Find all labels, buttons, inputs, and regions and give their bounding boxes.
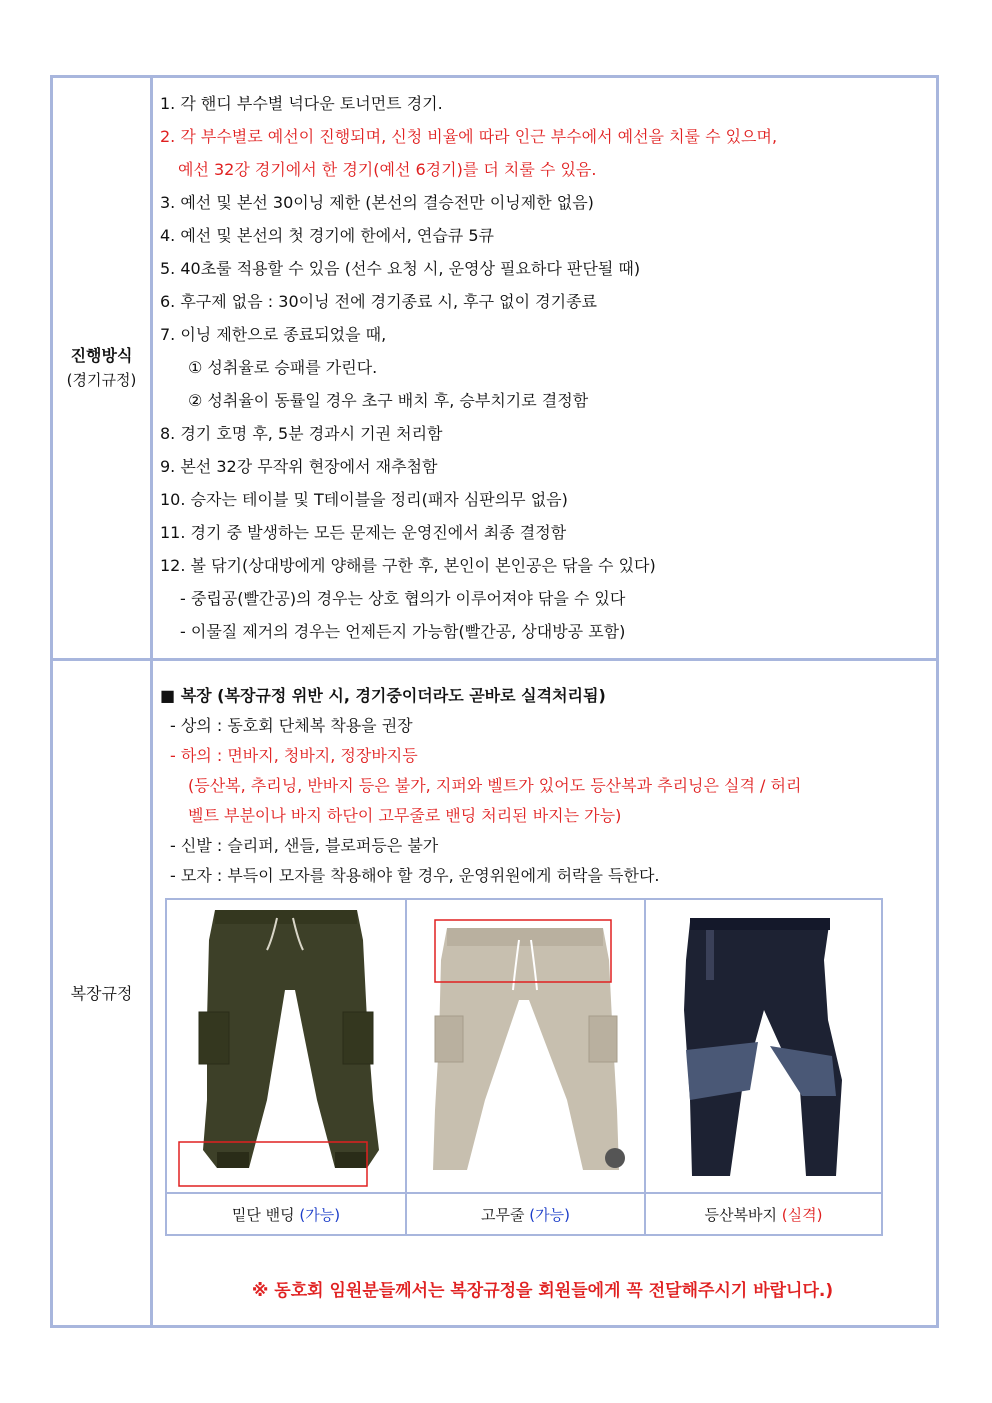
rule-line: 예선 32강 경기에서 한 경기(예선 6경기)를 더 치룰 수 있음. <box>178 160 597 179</box>
photo-caption <box>167 1192 405 1234</box>
dresscode-heading: ■ 복장 (복장규정 위반 시, 경기중이더라도 곧바로 실격처리됨) <box>160 686 606 705</box>
rule-subline: - 이물질 제거의 경우는 언제든지 가능함(빨간공, 상대방공 포함) <box>180 622 626 641</box>
rule-line: 1. 각 핸디 부수별 넉다운 토너먼트 경기. <box>160 94 443 113</box>
pants-photo-table <box>165 898 883 1236</box>
rule-line: 8. 경기 호명 후, 5분 경과시 기권 처리함 <box>160 424 443 443</box>
chino-pants-image <box>407 900 644 1192</box>
rule-subline: ① 성취율로 승패를 가린다. <box>188 358 378 377</box>
rule-line: 7. 이닝 제한으로 종료되었을 때, <box>160 325 387 344</box>
row-divider <box>50 658 939 661</box>
rule-line: 9. 본선 32강 무작위 현장에서 재추첨함 <box>160 457 438 476</box>
rule-subline: - 중립공(빨간공)의 경우는 상호 협의가 이루어져야 닦을 수 있다 <box>180 589 626 608</box>
dresscode-label: 복장규정 <box>70 984 133 1003</box>
caption-status: (가능) <box>529 1206 570 1224</box>
hiking-pants-image <box>646 900 881 1192</box>
dresscode-line: 벨트 부분이나 바지 하단이 고무줄로 밴딩 처리된 바지는 가능) <box>188 806 622 825</box>
rule-line: 2. 각 부수별로 예선이 진행되며, 신청 비율에 따라 인근 부수에서 예선을 치룰 수 있으며, <box>160 127 778 146</box>
column-divider <box>150 75 153 1328</box>
caption-text: 등산복바지 <box>704 1206 777 1224</box>
dresscode-line: - 상의 : 동호회 단체복 착용을 권장 <box>170 716 413 735</box>
jogger-pants-image <box>167 900 405 1192</box>
procedure-rules <box>160 89 925 650</box>
dresscode-line: - 하의 : 면바지, 청바지, 정장바지등 <box>170 746 418 765</box>
section-label-dresscode <box>53 982 150 1006</box>
caption-text: 밑단 밴딩 <box>231 1206 295 1224</box>
dresscode-line: - 신발 : 슬리퍼, 샌들, 블로퍼등은 불가 <box>170 836 439 855</box>
photo-caption <box>646 1192 881 1234</box>
rule-line: 11. 경기 중 발생하는 모든 문제는 운영진에서 최종 결정함 <box>160 523 567 542</box>
photo-caption <box>407 1192 644 1234</box>
photo-divider <box>644 900 646 1234</box>
procedure-label: 진행방식 <box>70 346 133 365</box>
rule-line: 12. 볼 닦기(상대방에게 양해를 구한 후, 본인이 본인공은 닦을 수 있다) <box>160 556 656 575</box>
rule-subline: ② 성취율이 동률일 경우 초구 배치 후, 승부치기로 결정함 <box>188 391 589 410</box>
dresscode-line: - 모자 : 부득이 모자를 착용해야 할 경우, 운영위원에게 허락을 득한다. <box>170 866 660 885</box>
section-label-procedure <box>53 344 150 392</box>
caption-status: (가능) <box>299 1206 341 1224</box>
rule-line: 4. 예선 및 본선의 첫 경기에 한에서, 연습큐 5큐 <box>160 226 494 245</box>
caption-status: (실격) <box>781 1206 823 1224</box>
rule-line: 10. 승자는 테이블 및 T테이블을 정리(패자 심판의무 없음) <box>160 490 568 509</box>
rule-line: 6. 후구제 없음 : 30이닝 전에 경기종료 시, 후구 없이 경기종료 <box>160 292 597 311</box>
dresscode-rules <box>160 682 925 892</box>
rule-line: 3. 예선 및 본선 30이닝 제한 (본선의 결승전만 이닝제한 없음) <box>160 193 594 212</box>
caption-text: 고무줄 <box>481 1206 525 1224</box>
dresscode-line: (등산복, 추리닝, 반바지 등은 불가, 지퍼와 벨트가 있어도 등산복과 추리닝은 실격 / 허리 <box>188 776 802 795</box>
photo-divider <box>405 900 407 1234</box>
procedure-sublabel: (경기규정) <box>66 371 137 389</box>
notice-text: ※ 동호회 임원분들께서는 복장규정을 회원들에게 꼭 전달해주시기 바랍니다.) <box>251 1281 834 1301</box>
rule-line: 5. 40초룰 적용할 수 있음 (선수 요청 시, 운영상 필요하다 판단될 때) <box>160 259 641 278</box>
